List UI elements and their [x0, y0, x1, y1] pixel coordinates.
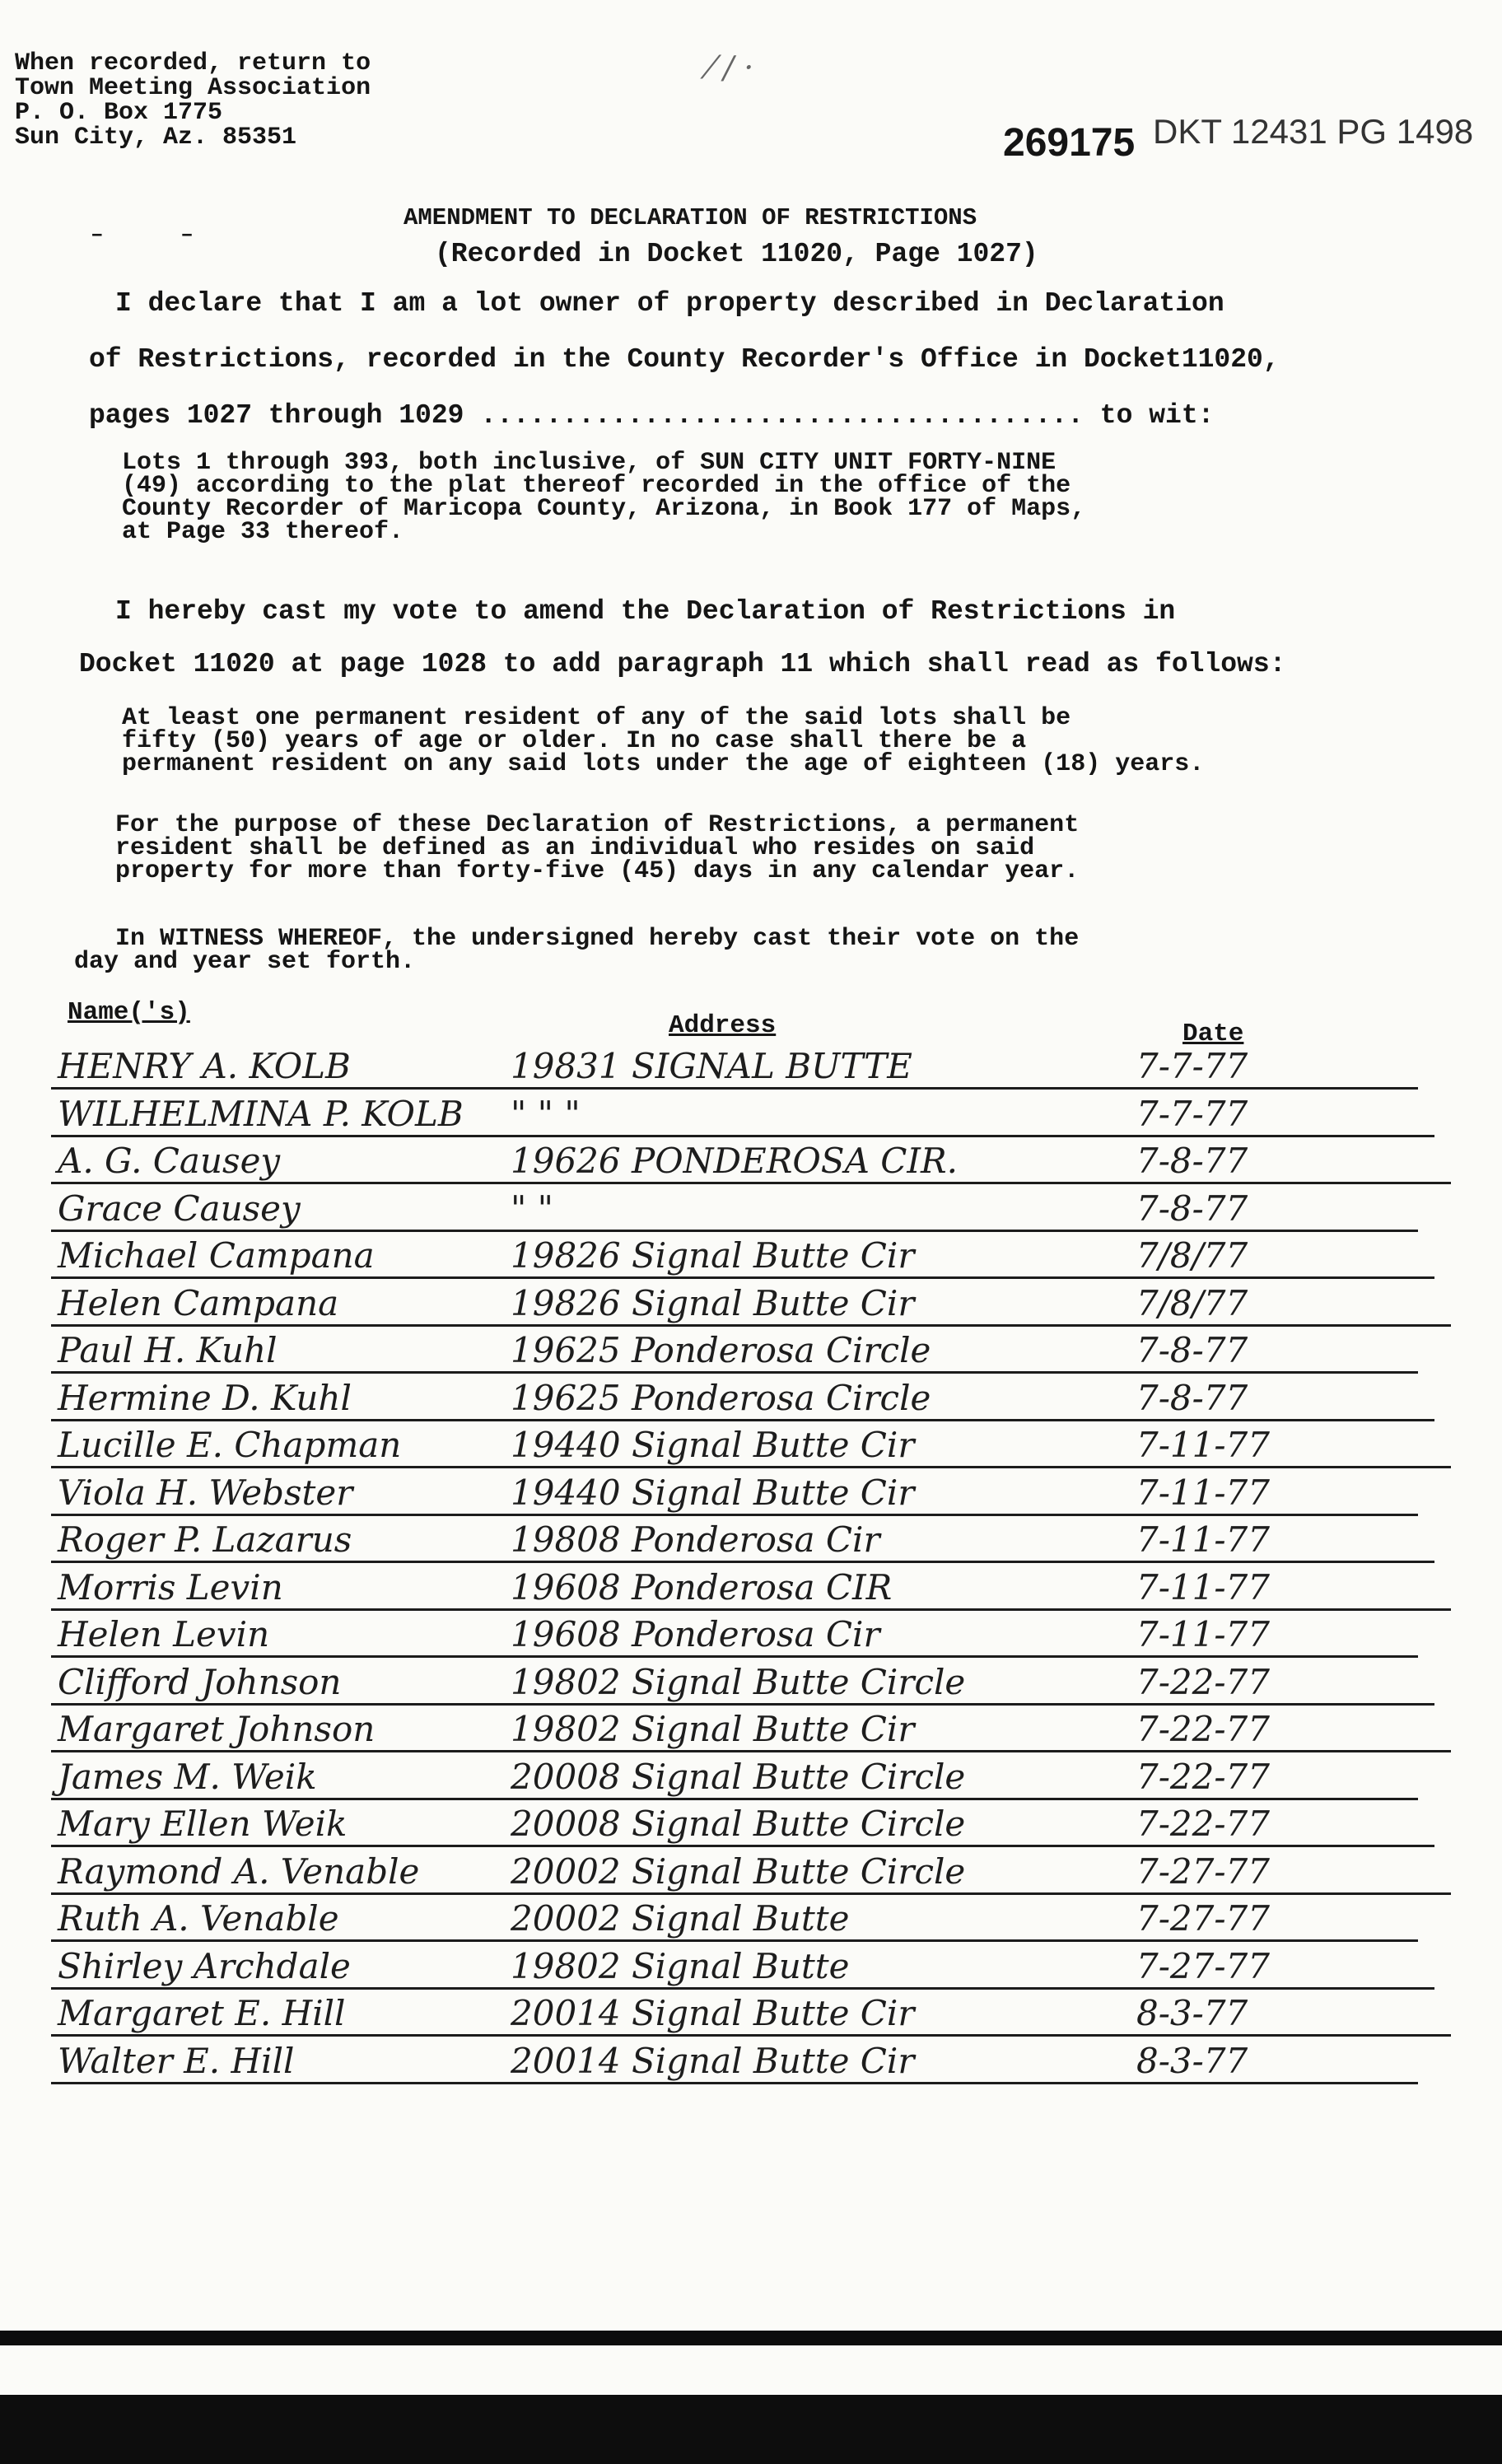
document-subtitle: (Recorded in Docket 11020, Page 1027) — [435, 239, 1038, 269]
signature-name: Margaret Johnson — [58, 1709, 376, 1749]
signature-name: Helen Campana — [58, 1282, 339, 1323]
signature-name: Morris Levin — [58, 1566, 283, 1608]
signature-date: 7/8/77 — [1136, 1235, 1248, 1276]
signature-name: Shirley Archdale — [58, 1945, 351, 1986]
vote-line: I hereby cast my vote to amend the Declaration of Restrictions in — [115, 596, 1176, 627]
signature-name: Grace Causey — [58, 1188, 301, 1229]
signature-date: 8-3-77 — [1136, 2040, 1248, 2081]
signature-name: WILHELMINA P. KOLB — [58, 1093, 464, 1134]
signature-name: Margaret E. Hill — [58, 1993, 346, 2033]
lots-line: at Page 33 thereof. — [122, 518, 404, 546]
signature-underline — [51, 1703, 1434, 1706]
signature-address: 20002 Signal Butte Circle — [511, 1850, 966, 1892]
signature-date: 7-11-77 — [1136, 1425, 1270, 1465]
header-address: Address — [669, 1011, 777, 1040]
signature-address: 19626 PONDEROSA CIR. — [511, 1141, 958, 1181]
document-number: 269175 — [1003, 121, 1136, 165]
header-date: Date — [1182, 1020, 1244, 1048]
declaration-line: pages 1027 through 1029 ..................................... to wit: — [89, 400, 1215, 431]
signature-address: 19608 Ponderosa CIR — [511, 1566, 893, 1608]
header-name: Name('s) — [68, 998, 190, 1027]
signature-underline — [51, 1561, 1434, 1563]
signature-date: 7-22-77 — [1136, 1709, 1270, 1749]
signature-name: Hermine D. Kuhl — [58, 1377, 352, 1418]
vote-line: Docket 11020 at page 1028 to add paragraph 11 which shall read as follows: — [79, 649, 1286, 679]
signature-underline — [51, 1276, 1434, 1279]
signature-underline — [51, 1608, 1451, 1611]
witness-line: In WITNESS WHEREOF, the undersigned hereby cast their vote on the — [115, 925, 1080, 953]
signature-name: Walter E. Hill — [58, 2040, 295, 2081]
signature-underline — [51, 1182, 1451, 1184]
margin-dashes: – – — [91, 222, 194, 247]
signature-underline — [51, 1324, 1451, 1327]
lots-line: County Recorder of Maricopa County, Arizona, in Book 177 of Maps, — [122, 495, 1086, 523]
purpose-line: For the purpose of these Declaration of Restrictions, a permanent — [115, 811, 1080, 839]
signature-underline — [51, 1939, 1418, 1942]
signature-underline — [51, 1514, 1418, 1516]
signature-address: 19802 Signal Butte Circle — [511, 1661, 966, 1702]
signature-date: 7-27-77 — [1136, 1898, 1270, 1939]
signature-address: 19826 Signal Butte Cir — [511, 1235, 915, 1276]
signature-underline — [51, 1655, 1418, 1658]
signature-date: 7-8-77 — [1136, 1377, 1248, 1418]
signature-underline — [51, 1419, 1434, 1421]
signature-underline — [51, 1750, 1451, 1752]
signature-date: 7-7-77 — [1136, 1046, 1248, 1086]
signature-name: Helen Levin — [58, 1614, 270, 1654]
signature-underline — [51, 1466, 1451, 1468]
return-address-line: Sun City, Az. 85351 — [15, 124, 297, 152]
signature-date: 7-8-77 — [1136, 1188, 1248, 1229]
signature-address: " " — [511, 1188, 553, 1229]
signature-name: Paul H. Kuhl — [58, 1330, 278, 1370]
signature-date: 7-27-77 — [1136, 1850, 1270, 1892]
paragraph11-line: fifty (50) years of age or older. In no case shall there be a — [122, 727, 1027, 755]
lots-line: (49) according to the plat thereof recorded in the office of the — [122, 472, 1071, 500]
signature-date: 8-3-77 — [1136, 1993, 1248, 2033]
signature-address: 19440 Signal Butte Cir — [511, 1472, 915, 1513]
signature-name: Clifford Johnson — [58, 1661, 342, 1702]
signature-name: HENRY A. KOLB — [58, 1046, 351, 1086]
signature-address: 19625 Ponderosa Circle — [511, 1330, 931, 1370]
declaration-line: I declare that I am a lot owner of property described in Declaration — [115, 288, 1224, 319]
paragraph11-line: At least one permanent resident of any of the said lots shall be — [122, 704, 1071, 732]
signature-underline — [51, 1087, 1418, 1090]
signature-address: 20014 Signal Butte Cir — [511, 1993, 915, 2033]
signature-address: 19826 Signal Butte Cir — [511, 1282, 915, 1323]
signature-date: 7-11-77 — [1136, 1519, 1270, 1560]
faint-mark: ⁄ ∕ · — [708, 49, 754, 86]
signature-address: " " " — [511, 1093, 581, 1134]
paragraph11-line: permanent resident on any said lots under the age of eighteen (18) years. — [122, 750, 1205, 778]
signature-date: 7-22-77 — [1136, 1661, 1270, 1702]
signature-name: James M. Weik — [58, 1756, 317, 1797]
signature-address: 19831 SIGNAL BUTTE — [511, 1046, 912, 1086]
return-address-line: P. O. Box 1775 — [15, 99, 223, 127]
signature-address: 20008 Signal Butte Circle — [511, 1804, 966, 1844]
signature-date: 7/8/77 — [1136, 1282, 1248, 1323]
signature-underline — [51, 1135, 1434, 1137]
purpose-line: property for more than forty-five (45) days in any calendar year. — [115, 857, 1080, 885]
signature-date: 7-11-77 — [1136, 1472, 1270, 1513]
signature-address: 20014 Signal Butte Cir — [511, 2040, 915, 2081]
signature-underline — [51, 1798, 1418, 1800]
return-address-line: Town Meeting Association — [15, 74, 371, 102]
signature-name: A. G. Causey — [58, 1141, 281, 1181]
signature-name: Ruth A. Venable — [58, 1898, 339, 1939]
signature-name: Roger P. Lazarus — [58, 1519, 352, 1560]
signature-underline — [51, 2034, 1451, 2037]
signature-name: Mary Ellen Weik — [58, 1804, 348, 1844]
return-address-line: When recorded, return to — [15, 49, 371, 77]
signature-address: 20002 Signal Butte — [511, 1898, 850, 1939]
signature-date: 7-27-77 — [1136, 1945, 1270, 1986]
signature-name: Raymond A. Venable — [58, 1850, 420, 1892]
witness-line: day and year set forth. — [74, 948, 416, 976]
purpose-line: resident shall be defined as an individual who resides on said — [115, 834, 1035, 862]
signature-underline — [51, 1845, 1434, 1847]
signature-address: 19608 Ponderosa Cir — [511, 1614, 880, 1654]
signature-date: 7-8-77 — [1136, 1141, 1248, 1181]
signature-underline — [51, 1371, 1418, 1374]
document-title: AMENDMENT TO DECLARATION OF RESTRICTIONS — [403, 204, 977, 231]
return-address — [15, 49, 371, 152]
signature-underline — [51, 1230, 1418, 1232]
signature-date: 7-22-77 — [1136, 1756, 1270, 1797]
declaration-line: of Restrictions, recorded in the County Recorder's Office in Docket11020, — [89, 344, 1280, 375]
signature-name: Michael Campana — [58, 1235, 375, 1276]
signature-name: Lucille E. Chapman — [58, 1425, 402, 1465]
signature-date: 7-22-77 — [1136, 1804, 1270, 1844]
scan-border-gap — [0, 2345, 1502, 2395]
signature-date: 7-7-77 — [1136, 1093, 1248, 1134]
signature-underline — [51, 1987, 1434, 1990]
signature-date: 7-11-77 — [1136, 1614, 1270, 1654]
lots-line: Lots 1 through 393, both inclusive, of SUN CITY UNIT FORTY-NINE — [122, 449, 1057, 477]
signature-date: 7-11-77 — [1136, 1566, 1270, 1608]
signature-address: 19440 Signal Butte Cir — [511, 1425, 915, 1465]
signature-address: 19625 Ponderosa Circle — [511, 1377, 931, 1418]
scan-border — [0, 2331, 1502, 2464]
signature-date: 7-8-77 — [1136, 1330, 1248, 1370]
signature-name: Viola H. Webster — [58, 1472, 353, 1513]
docket-stamp: DKT 12431 PG 1498 — [1153, 112, 1474, 151]
signature-underline — [51, 2082, 1418, 2084]
signature-address: 20008 Signal Butte Circle — [511, 1756, 966, 1797]
signature-address: 19802 Signal Butte Cir — [511, 1709, 915, 1749]
signature-underline — [51, 1892, 1451, 1895]
signature-address: 19808 Ponderosa Cir — [511, 1519, 880, 1560]
signature-address: 19802 Signal Butte — [511, 1945, 850, 1986]
